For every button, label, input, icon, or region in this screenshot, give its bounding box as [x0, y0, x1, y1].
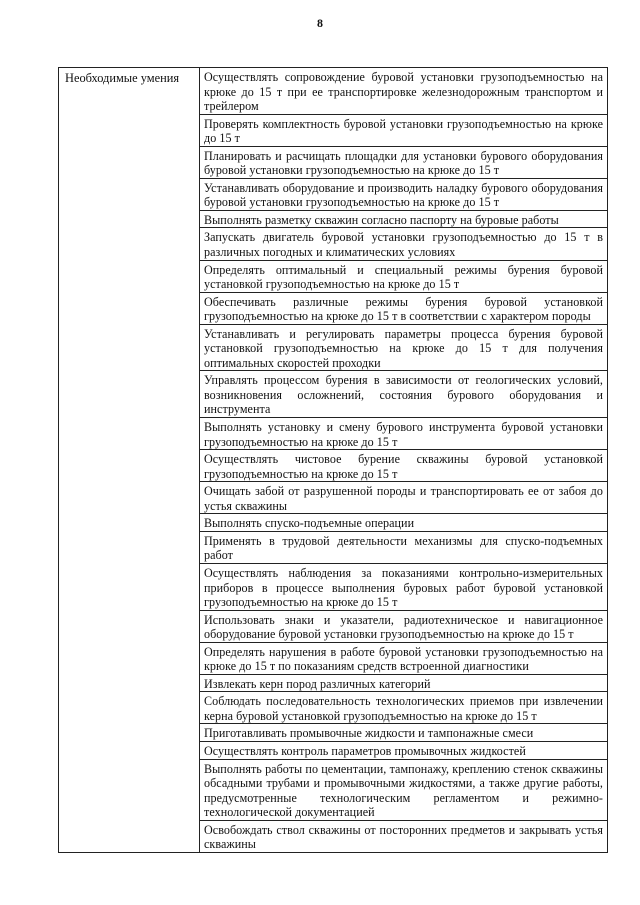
page-number: 8	[317, 16, 323, 30]
skill-item: Освобождать ствол скважины от посторонних предметов и закрывать устья скважины	[204, 822, 603, 852]
skill-item: Планировать и расчищать площадки для установки бурового оборудования буровой установки грузоподъемностью на крюке до 15 т	[200, 147, 607, 179]
skill-item: Очищать забой от разрушенной породы и транспортировать ее от забоя до устья скважины	[200, 482, 607, 514]
skill-item: Использовать знаки и указатели, радиотехническое и навигационное оборудование буровой установки грузоподъемностью на крюке до 15 т	[200, 611, 607, 643]
skill-item: Осуществлять контроль параметров промывочных жидкостей	[200, 742, 607, 760]
skill-item: Выполнять разметку скважин согласно паспорту на буровые работы	[200, 211, 607, 229]
skill-item: Определять оптимальный и специальный режимы бурения буровой установкой грузоподъемностью на крюке до 15 т	[200, 261, 607, 293]
skill-item: Осуществлять чистовое бурение скважины буровой установкой грузоподъемностью на крюке до 15 т	[200, 450, 607, 482]
skill-item: Выполнять спуско-подъемные операции	[200, 514, 607, 532]
skill-item: Запускать двигатель буровой установки грузоподъемностью до 15 т в различных погодных и климатических условиях	[200, 228, 607, 260]
skill-item: Осуществлять сопровождение буровой установки грузоподъемностью на крюке до 15 т при ее транспортировке железнодорожным транспортом и трейлером	[200, 68, 607, 115]
skills-table	[58, 67, 608, 853]
skill-item: Определять нарушения в работе буровой установки грузоподъемностью на крюке до 15 т по показаниям средств встроенной диагностики	[200, 643, 607, 675]
skill-item: Приготавливать промывочные жидкости и тампонажные смеси	[200, 724, 607, 742]
skill-item: Извлекать керн пород различных категорий	[200, 675, 607, 693]
skill-item: Осуществлять наблюдения за показаниями контрольно-измерительных приборов в процессе выполнения буровых работ буровой установкой грузоподъемностью на крюке до 15 т	[200, 564, 607, 611]
skill-item: Применять в трудовой деятельности механизмы для спуско-подъемных работ	[200, 532, 607, 564]
skills-list	[200, 68, 608, 852]
section-label: Необходимые умения	[58, 68, 200, 852]
skill-item: Выполнять работы по цементации, тампонажу, креплению стенок скважины обсадными трубами и промывочными жидкостями, а также другие работы, предусмотренные технологическим регламентом и режимно-технологической документацией	[200, 760, 607, 821]
skill-item: Устанавливать оборудование и производить наладку бурового оборудования буровой установки грузоподъемностью на крюке до 15 т	[200, 179, 607, 211]
skill-item: Управлять процессом бурения в зависимости от геологических условий, возникновения осложнений, состояния бурового оборудования и инструмента	[200, 371, 607, 418]
skill-item: Выполнять установку и смену бурового инструмента буровой установки грузоподъемностью на крюке до 15 т	[200, 418, 607, 450]
skill-item: Обеспечивать различные режимы бурения буровой установкой грузоподъемностью на крюке до 15 т в соответствии с характером породы	[200, 293, 607, 325]
skill-item: Соблюдать последовательность технологических приемов при извлечении керна буровой установкой грузоподъемностью на крюке до 15 т	[200, 692, 607, 724]
skill-item: Проверять комплектность буровой установки грузоподъемностью на крюке до 15 т	[200, 115, 607, 147]
skill-item: Устанавливать и регулировать параметры процесса бурения буровой установкой грузоподъемностью на крюке до 15 т для получения оптимальных скоростей проходки	[200, 325, 607, 372]
